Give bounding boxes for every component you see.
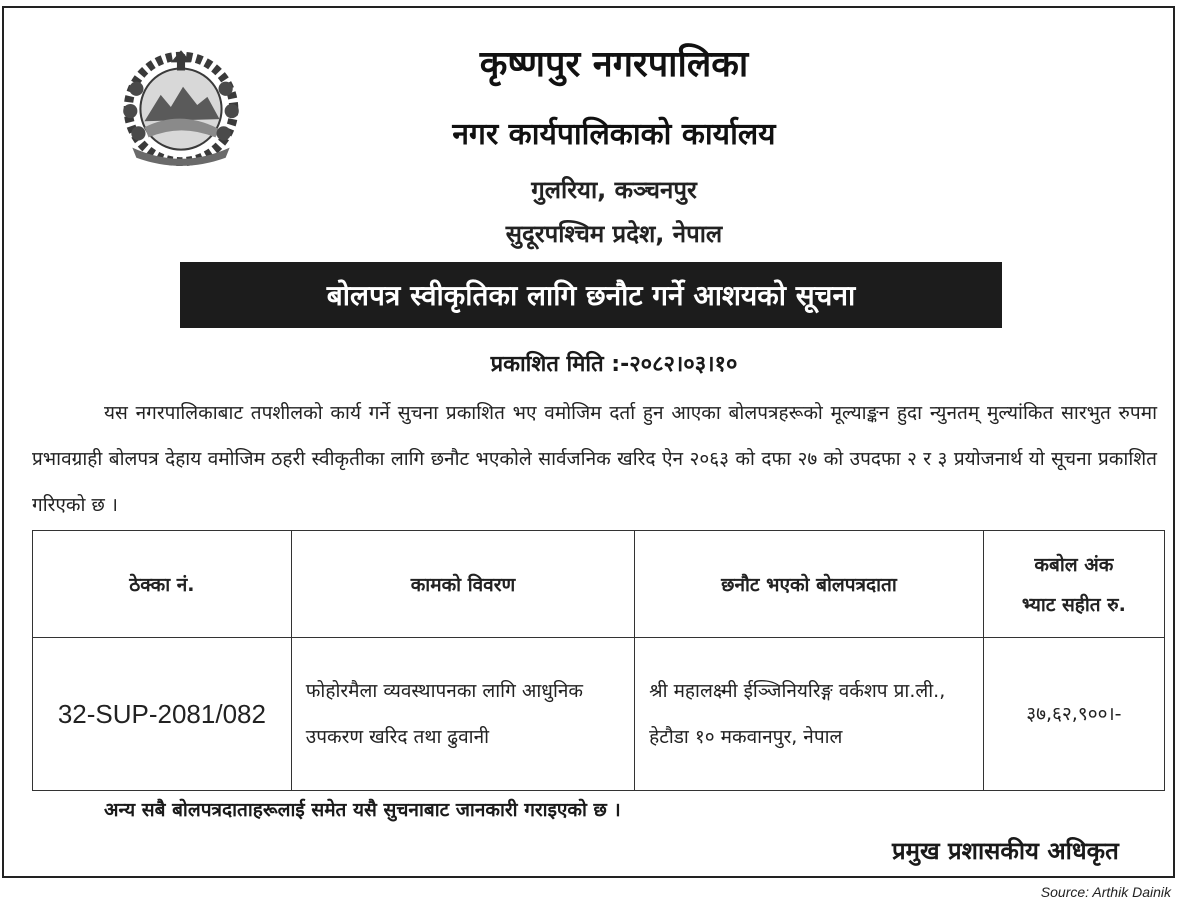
cell-selected-bidder: श्री महालक्ष्मी ईञ्जिनियरिङ्ग वर्कशप प्रा.ली., हेटौडा १० मकवानपुर, नेपाल	[635, 638, 984, 791]
published-date: प्रकाशित मिति :-२०८२।०३।१०	[490, 352, 738, 377]
municipality-name: कृष्णपुर नगरपालिका	[479, 44, 749, 85]
header-amount-line2: भ्याट सहीत रु.	[1021, 594, 1126, 616]
office-location: गुलरिया, कञ्चनपुर	[531, 176, 697, 204]
header-contract-no: ठेक्का नं.	[33, 531, 292, 638]
source-credit: Source: Arthik Dainik	[1040, 884, 1171, 900]
cell-contract-no: 32-SUP-2081/082	[33, 638, 292, 791]
table-row	[33, 638, 1165, 791]
notice-title-banner	[180, 262, 1002, 328]
office-name: नगर कार्यपालिकाको कार्यालय	[452, 117, 776, 152]
province-country: सुदूरपश्चिम प्रदेश, नेपाल	[505, 220, 723, 248]
header-amount-line1: कबोल अंक	[1034, 554, 1114, 576]
signatory-title: प्रमुख प्रशासकीय अधिकृत	[892, 837, 1119, 865]
table-header-row	[33, 531, 1165, 638]
cell-work-description: फोहोरमैला व्यवस्थापनका लागि आधुनिक उपकरण खरिद तथा ढुवानी	[291, 638, 634, 791]
notice-frame	[2, 6, 1175, 878]
header-amount	[983, 531, 1164, 638]
header-work-description: कामको विवरण	[291, 531, 634, 638]
cell-amount: ३७,६२,९००।-	[983, 638, 1164, 791]
header-selected-bidder: छनौट भएको बोलपत्रदाता	[635, 531, 984, 638]
notice-title: बोलपत्र स्वीकृतिका लागि छनौट गर्ने आशयको सूचना	[326, 279, 856, 312]
nepal-government-emblem-icon	[110, 48, 252, 166]
notice-body: यस नगरपालिकाबाट तपशीलको कार्य गर्ने सुचना प्रकाशित भए वमोजिम दर्ता हुन आएका बोलपत्रहरूको मूल्याङ्कन हुदा न्युनतम् मुल्यांकित सारभुत रुपमा प्रभावग्राही बोलपत्र देहाय वमोजिम ठहरी स्वीकृतीका लागि छनौट भएकोले सार्वजनिक खरिद ऐन २०६३ को दफा २७ को उपदफा २ र ३ प्रयोजनार्थ यो सूचना प्रकाशित गरिएको छ ।	[32, 402, 1157, 516]
bid-selection-table	[32, 530, 1165, 791]
footer-note: अन्य सबै बोलपत्रदाताहरूलाई समेत यसै सुचनाबाट जानकारी गराइएको छ ।	[104, 799, 621, 821]
